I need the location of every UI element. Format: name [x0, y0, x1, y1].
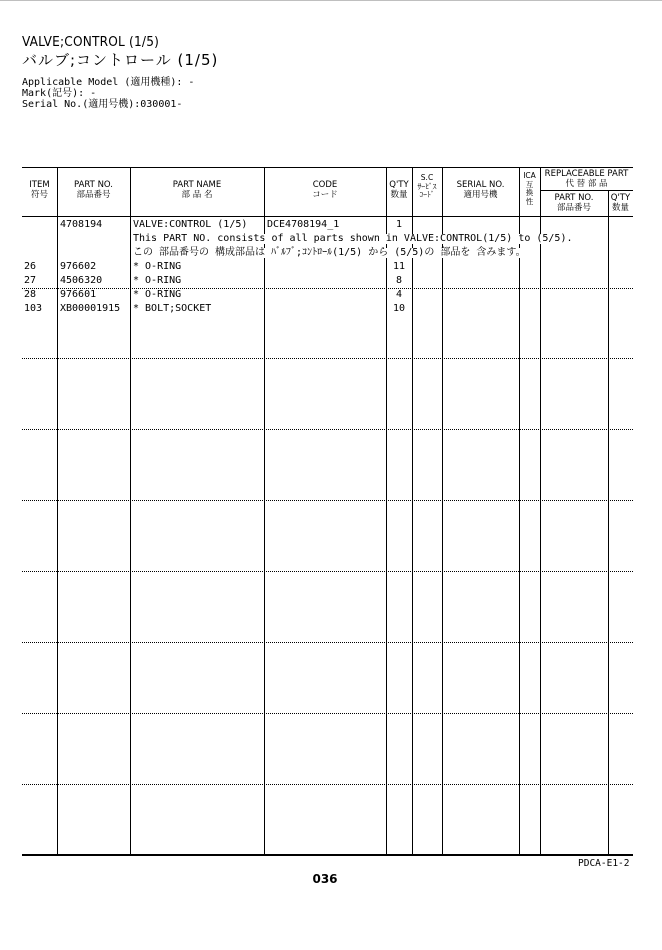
table-bottom-rule — [22, 854, 633, 856]
table-row-qty: 11 — [392, 261, 406, 272]
page-title: VALVE;CONTROL (1/5) — [22, 34, 160, 50]
col-header-part-name: PART NAME 部 品 名 — [172, 180, 222, 200]
table-row-qty: 4 — [395, 289, 403, 300]
col-header-code: CODE コード — [312, 180, 338, 200]
table-row-part-no: 4506320 — [60, 275, 103, 286]
group-divider — [22, 713, 633, 714]
table-row-item: 28 — [24, 289, 37, 300]
assembly-qty: 1 — [395, 219, 403, 230]
table-row-part-name: * O-RING — [133, 289, 182, 300]
col-header-serial: SERIAL NO. 適用号機 — [456, 180, 505, 200]
col-header-interchangeability: ICA 互 換 性 — [523, 171, 536, 206]
page-number: 036 — [312, 872, 338, 886]
group-divider — [22, 784, 633, 785]
page-title-japanese: バルブ;コントロール (1/5) — [22, 51, 219, 69]
assembly-part-no: 4708194 — [60, 219, 103, 230]
col-header-qty: Q'TY 数量 — [389, 180, 409, 200]
col-divider — [412, 167, 413, 854]
serial-range: Serial No.(適用号機):030001- — [22, 99, 183, 110]
table-top-rule — [22, 167, 633, 168]
table-row-qty: 10 — [392, 303, 406, 314]
col-divider — [540, 167, 541, 854]
col-header-replaceable-part-no: PART NO. 部品番号 — [554, 193, 594, 213]
table-row-part-name: * BOLT;SOCKET — [133, 303, 212, 314]
col-divider — [442, 167, 443, 854]
col-divider — [130, 167, 131, 854]
table-row-part-no: 976602 — [60, 261, 97, 272]
col-header-replaceable: REPLACEABLE PART 代 替 部 品 — [544, 169, 629, 189]
col-header-service-code: S.C ｻｰﾋﾞｽ ｺｰﾄﾞ — [417, 173, 437, 200]
table-row-item: 26 — [24, 261, 37, 272]
group-divider — [22, 288, 633, 289]
group-divider — [22, 642, 633, 643]
group-divider — [22, 358, 633, 359]
top-border — [0, 0, 662, 1]
assembly-note-japanese: この 部品番号の 構成部品は ﾊﾞﾙﾌﾞ;ｺﾝﾄﾛｰﾙ(1/5) から (5/5)の 部品を 含みます。 — [133, 247, 526, 258]
header-bottom-rule — [22, 216, 633, 217]
col-divider — [608, 190, 609, 854]
applicable-model: Applicable Model (適用機種): - — [22, 77, 195, 88]
col-divider — [57, 167, 58, 854]
col-divider — [264, 167, 265, 854]
table-row-item: 27 — [24, 275, 37, 286]
group-divider — [22, 429, 633, 430]
group-divider — [22, 500, 633, 501]
table-row-part-no: XB00001915 — [60, 303, 121, 314]
replaceable-subheader-rule — [540, 190, 633, 191]
col-header-part-no: PART NO. 部品番号 — [74, 180, 113, 200]
table-row-item: 103 — [24, 303, 43, 314]
document-code: PDCA-E1-2 — [578, 858, 630, 869]
group-divider — [22, 571, 633, 572]
col-header-item: ITEM 符号 — [29, 180, 50, 200]
table-row-qty: 8 — [395, 275, 403, 286]
table-row-part-name: * O-RING — [133, 275, 182, 286]
assembly-note-english: This PART NO. consists of all parts shown in VALVE:CONTROL(1/5) to (5/5). — [133, 233, 573, 244]
table-row-part-name: * O-RING — [133, 261, 182, 272]
col-header-replaceable-qty: Q'TY 数量 — [610, 193, 631, 213]
assembly-part-name: VALVE:CONTROL (1/5) — [133, 219, 248, 230]
col-divider — [519, 167, 520, 854]
table-row-part-no: 976601 — [60, 289, 97, 300]
assembly-code: DCE4708194_1 — [267, 219, 340, 230]
mark: Mark(記号): - — [22, 88, 97, 99]
